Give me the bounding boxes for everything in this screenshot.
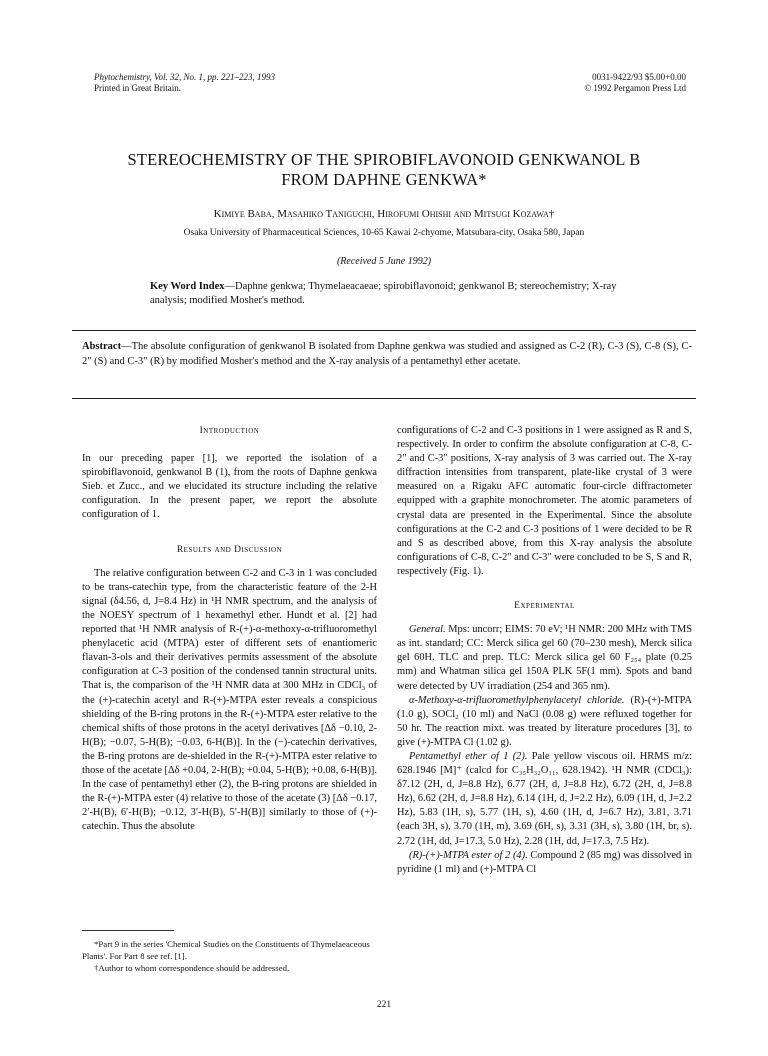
mtpa-chloride-text: (R)-(+)-MTPA (1.0 g), SOCl₂ (10 ml) and NaCl (0.08 g) were refluxed together for 50 hr. The reaction mixt. was treated by literature procedures [3], to give (+)-MTPA Cl (1.02 g). — [397, 694, 692, 748]
mtpa-ester-paragraph — [397, 849, 692, 877]
pentamethyl-ether-text: Pale yellow viscous oil. HRMS m/z: 628.1946 [M]⁺ (calcd for C₃₅H₃₂O₁₁, 628.1942). ¹H NMR (CDCl₃): δ7.12 (2H, d, J=8.8 Hz), 6.77 (2H, d, J=8.8 Hz), 6.72 (2H, d, J=8.8 Hz), 6.62 (2H, d, J=8.8 Hz), 6.14 (1H, d, J=2.2 Hz), 6.09 (1H, d, J=2.2 Hz), 5.83 (1H, s), 5.77 (1H, s), 4.60 (1H, d, J=6.7 Hz), 3.81, 3.71 (each 3H, s), 3.70 (1H, m), 3.69 (6H, s), 3.31 (3H, s), 3.80 (1H, br, s). 2.72 (1H, dd, J=17.3, 5.0 Hz), 2.28 (1H, dd, J=17.3, 7.5 Hz). — [397, 750, 692, 847]
introduction-paragraph: In our preceding paper [1], we reported the isolation of a spirobiflavonoid, genkwanol B (1), from the roots of Daphne genkwa Sieb. et Zucc., and we elucidated its structure including the relative configuration. In the present paper, we report the absolute configuration of 1. — [82, 453, 377, 521]
author-list: Kimiye Baba, Masahiko Taniguchi, Hirofumi Ohishi and Mitsugi Kozawa† — [213, 208, 555, 220]
divider-bottom — [72, 398, 696, 399]
keyword-index — [150, 280, 630, 308]
keywords-label: Key Word Index — [150, 281, 225, 292]
journal-citation: Phytochemistry, Vol. 32, No. 1, pp. 221–223, 1993 — [94, 72, 275, 82]
title-line-2: FROM DAPHNE GENKWA* — [281, 170, 487, 189]
results-heading: Results and Discussion — [176, 544, 283, 555]
pentamethyl-ether-paragraph — [397, 750, 692, 849]
general-paragraph — [397, 623, 692, 693]
journal-header — [94, 72, 275, 94]
general-label: General. — [409, 624, 446, 636]
mtpa-chloride-paragraph — [397, 694, 692, 750]
footnote-correspondence: †Author to whom correspondence should be addressed. — [94, 963, 290, 973]
general-text: Mps: uncorr; EIMS: 70 eV; ¹H NMR: 200 MHz with TMS as int. standard; CC: Merck silica gel 60 (70–230 mesh), Merck silica gel 60H. TLC and prep. TLC: Merck silica gel 60 F₂₅₄ plate (0.25 mm) and Whatman silica gel 150A PLK 5F(1 mm). Spots and band were detected by UV irradiation (254 and 365 nm). — [397, 624, 692, 692]
footnotes — [82, 938, 377, 974]
publisher-header — [584, 72, 686, 94]
title-line-1: STEREOCHEMISTRY OF THE SPIROBIFLAVONOID GENKWANOL B — [127, 150, 641, 169]
received-date: (Received 5 June 1992) — [336, 256, 432, 267]
mtpa-ester-text: Compound 2 (85 mg) was dissolved in pyridine (1 ml) and (+)-MTPA Cl — [397, 849, 692, 875]
abstract-label: Abstract — [82, 341, 122, 352]
pentamethyl-ether-label: Pentamethyl ether of 1 (2). — [409, 750, 528, 762]
footnote-divider — [82, 930, 174, 931]
abstract — [82, 340, 692, 369]
paper-title — [60, 150, 708, 190]
introduction-heading: Introduction — [199, 426, 260, 436]
issn-code: 0031-9422/93 $5.00+0.00 — [592, 72, 686, 82]
page-number: 221 — [376, 1000, 392, 1010]
experimental-heading: Experimental — [514, 601, 575, 612]
left-column — [82, 424, 377, 834]
printed-note: Printed in Great Britain. — [94, 83, 181, 93]
keywords-text: —Daphne genkwa; Thymelaeacaeae; spirobiflavonoid; genkwanol B; stereochemistry; X-ray analysis; modified Mosher's method. — [150, 281, 617, 306]
abstract-text: —The absolute configuration of genkwanol B isolated from Daphne genkwa was studied and assigned as C-2 (R), C-3 (S), C-8 (S), C-2" (S) and C-3" (R) by modified Mosher's method and the X-ray analysis of a pentamethyl ether acetate. — [82, 341, 692, 367]
right-column — [397, 424, 692, 877]
footnote-series: *Part 9 in the series 'Chemical Studies on the Constituents of Thymelaeaceous Plants'. For Part 8 see ref. [1]. — [82, 939, 370, 961]
affiliation: Osaka University of Pharmaceutical Sciences, 10-65 Kawai 2-chyome, Matsubara-city, Osaka 580, Japan — [183, 228, 585, 238]
mtpa-chloride-label: α-Methoxy-α-trifluoromethylphenylacetyl chloride. — [409, 694, 625, 706]
divider-top — [72, 330, 696, 331]
discussion-continued: configurations of C-2 and C-3 positions in 1 were assigned as R and S, respectively. In order to confirm the absolute configuration at C-8, C-2" and C-3" positions, X-ray analysis of 3 was carried out. The X-ray diffraction intensities from transparent, plate-like crystal of 3 were measured on a Rigaku AFC automatic four-circle diffractometer equipped with a graphite monochrometer. The atomic parameters of crystal data are presented in the Experimental. Since the absolute configurations at the C-2 and C-3 positions of 1 were decided to be R and S as described above, from this X-ray analysis the absolute configurations of C-8, C-2" and C-3" were concluded to be S, S and R, respectively (Fig. 1). — [397, 425, 692, 577]
copyright: © 1992 Pergamon Press Ltd — [584, 83, 686, 93]
results-paragraph: The relative configuration between C-2 and C-3 in 1 was concluded to be trans-catechin type, from the characteristic feature of the 2-H signal (δ4.56, d, J=8.4 Hz) in ¹H NMR spectrum, and the analysis of the NOESY spectrum of 1 hexamethyl ether. Hundt et al. [2] had reported that ¹H NMR analysis of R-(+)-α-methoxy-α-trifluoromethyl phenylacetic acid (MTPA) ester of different sets of enantiomeric flavan-3-ols and their derivatives permits assessment of the absolute configuration at C-3 position of the condensed tannin structural units. That is, the comparison of the ¹H NMR data at 300 MHz in CDCl₃ of the (+)-catechin acetyl and R-(+)-MTPA ester reveals a conspicious shielding of the B-ring protons in the R-(+)-MTPA ester relative to the chemical shifts of those protons in the acetyl derivatives [Δδ −0.10, 2-H(B); −0.07, 5-H(B); −0.03, 6-H(B)]. In the (−)-catechin derivatives, the B-ring protons are de-shielded in the R-(+)-MTPA ester relative to those of the acetate [Δδ +0.04, 2-H(B); +0.04, 5-H(B); +0.08, 6-H(B)]. In the case of pentamethyl ether (2), the B-ring protons are shielded in the R-(+)-MTPA ester (4) relative to those of the acetate (3) [Δδ −0.17, 2′-H(B), 6′-H(B); −0.12, 3′-H(B), 5′-H(B)] similarly to those of (+)-catechin. Thus the absolute — [82, 567, 377, 833]
mtpa-ester-label: (R)-(+)-MTPA ester of 2 (4). — [409, 849, 528, 861]
